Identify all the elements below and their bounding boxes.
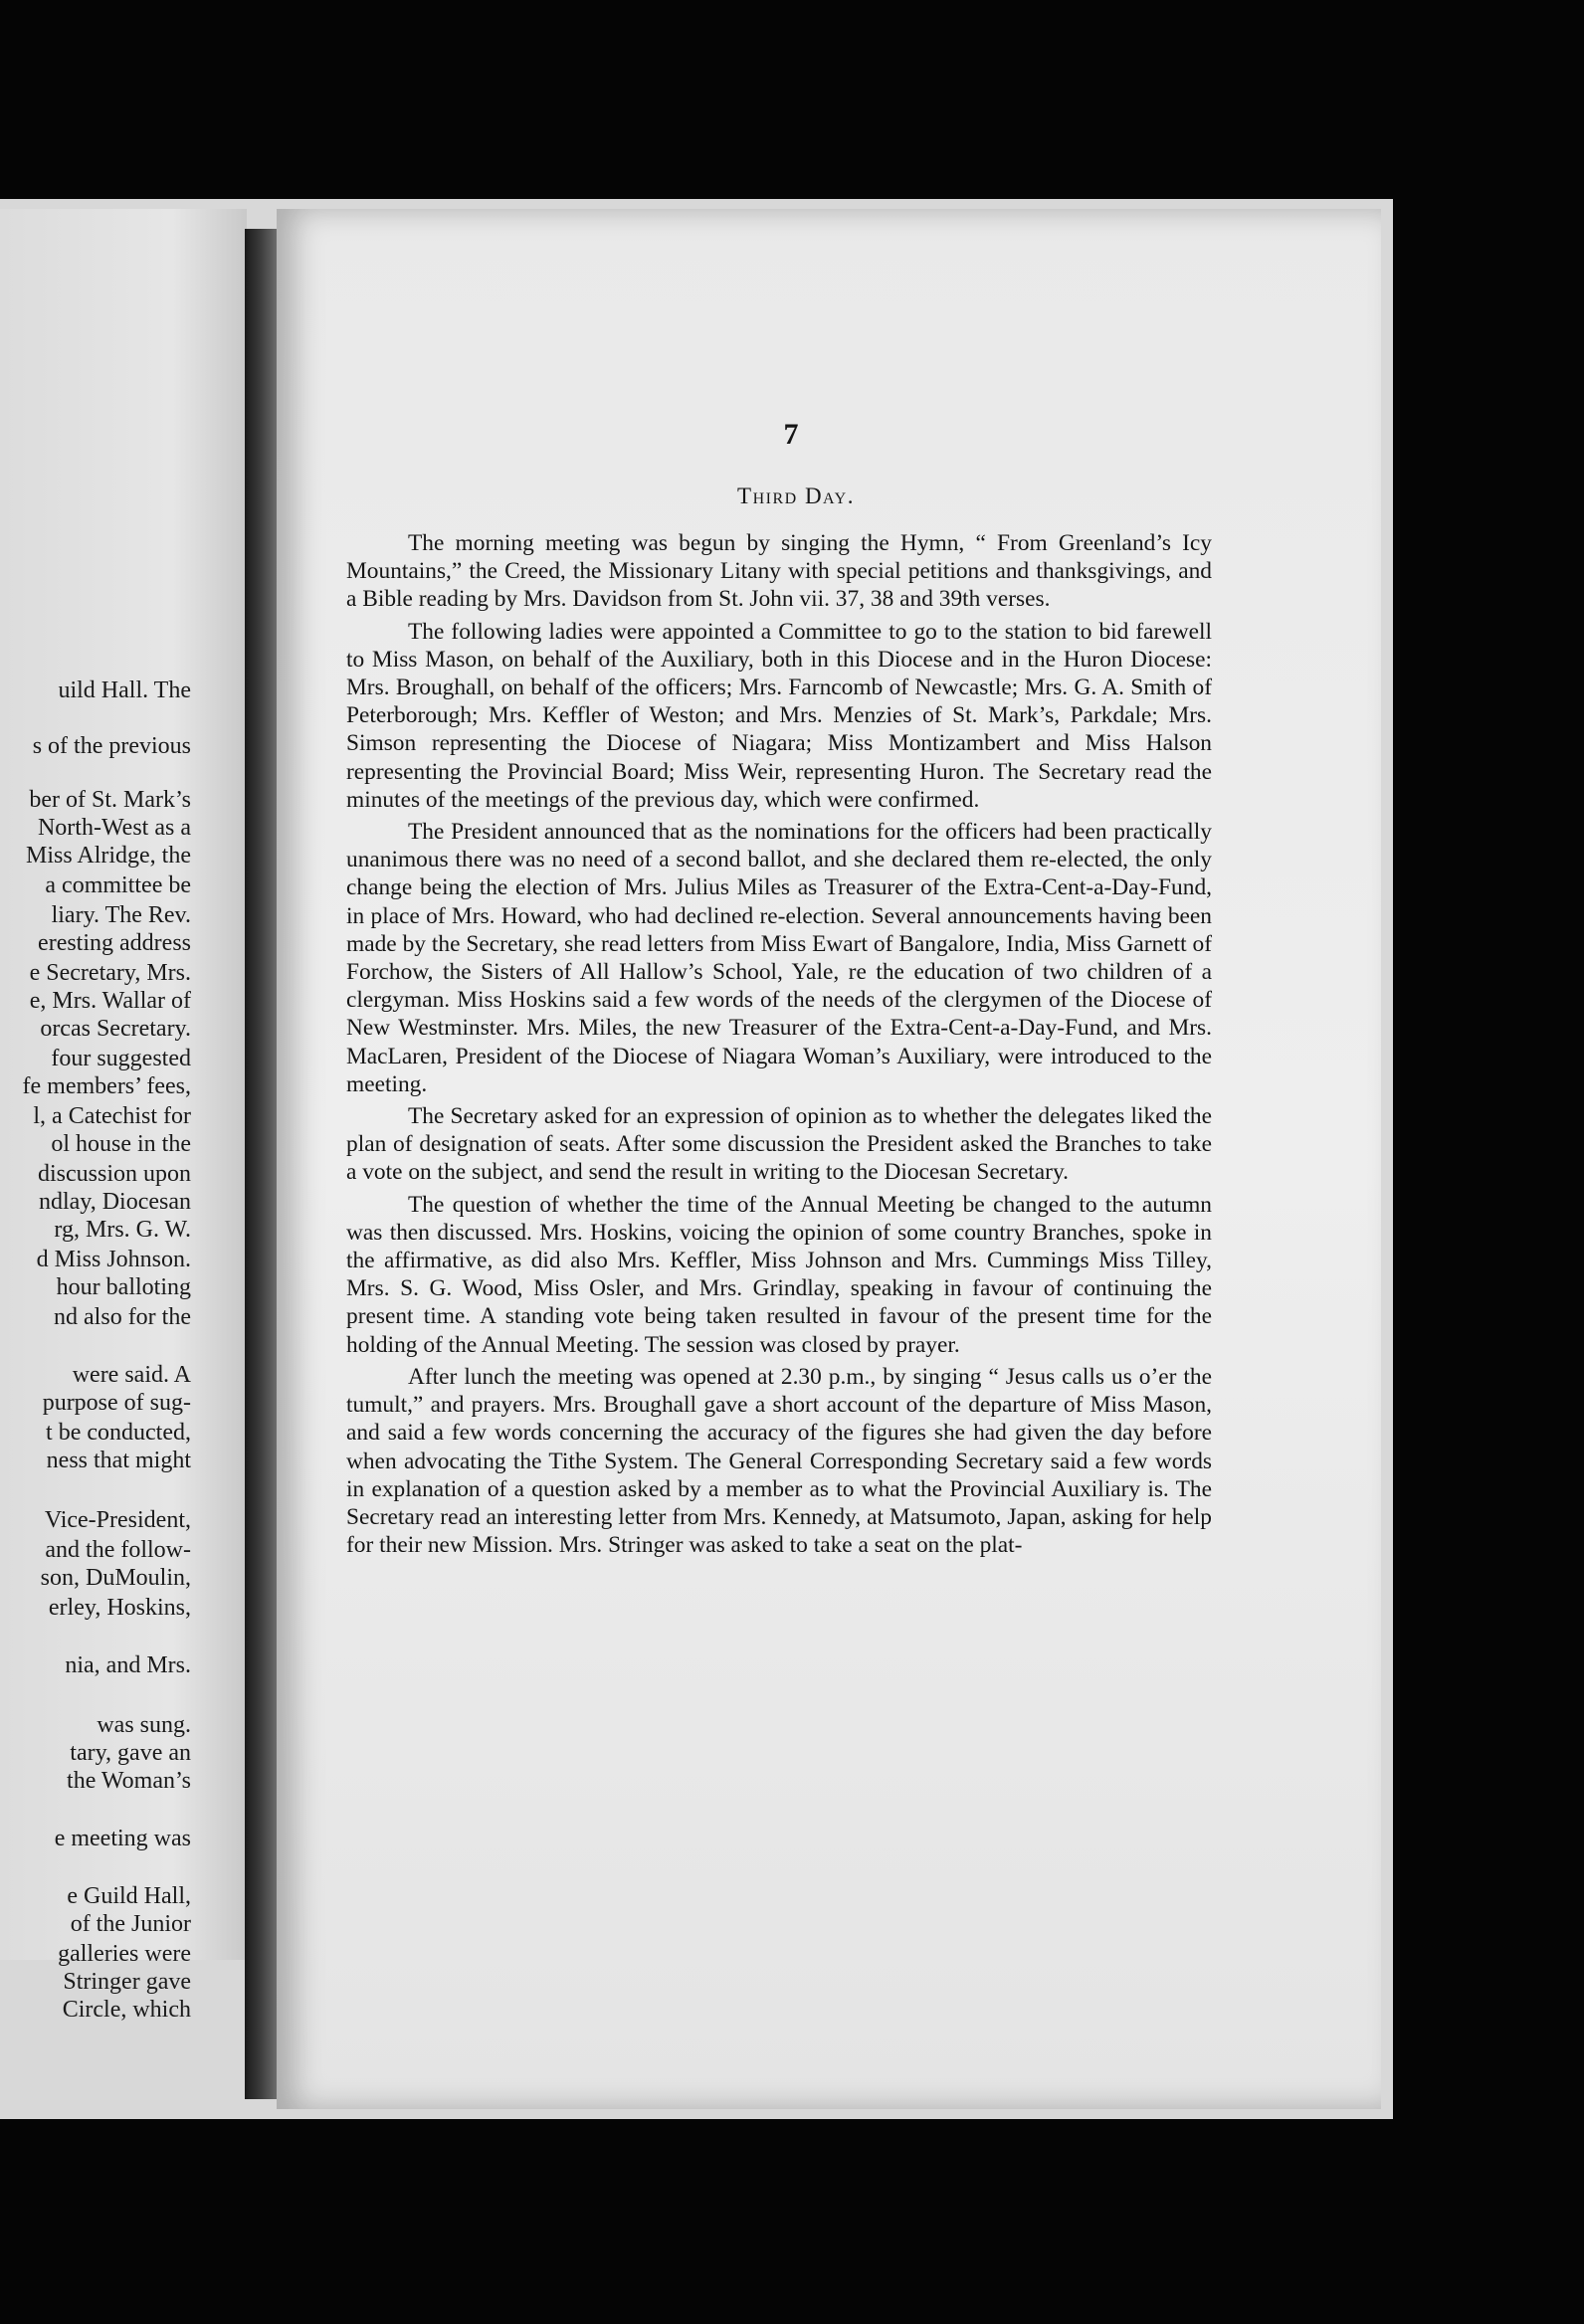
left-page-line: e meeting was <box>54 1826 191 1851</box>
left-page-line: erley, Hoskins, <box>48 1595 191 1621</box>
left-page-line: of the Junior <box>70 1911 191 1937</box>
left-page-line: d Miss Johnson. <box>36 1247 191 1272</box>
left-page-line: rg, Mrs. G. W. <box>54 1217 191 1243</box>
left-page-line: uild Hall. The <box>58 678 191 703</box>
left-page-line: Miss Alridge, the <box>26 843 191 869</box>
left-page-line: Circle, which <box>62 1997 191 2023</box>
left-page-line: orcas Secretary. <box>40 1016 191 1042</box>
paragraph: The question of whether the time of the Annual Meeting be changed to the autumn was then discussed. Mrs. Hoskins, voicing the opinion of some country Branches, spoke in the affirmative, as did also Mrs. Keffler, Miss Johnson and Mrs. Cummings Miss Tilley, Mrs. S. G. Wood, Miss Osler, and Mrs. Grindlay, speaking in favour of continuing the present time. A standing vote being taken resulted in favour of the present time for the holding of the Annual Meeting. The session was closed by prayer. <box>346 1191 1212 1358</box>
left-page-line: purpose of sug- <box>42 1390 191 1416</box>
left-page-line: a committee be <box>45 872 191 898</box>
left-page-line: were said. A <box>72 1362 191 1388</box>
left-page-line: was sung. <box>97 1712 191 1738</box>
left-page-line: s of the previous <box>32 733 191 759</box>
left-page-line: e Secretary, Mrs. <box>29 960 191 986</box>
paragraph: The Secretary asked for an expression of opinion as to whether the delegates liked the plan of designation of seats. After some discussion the President asked the Branches to take a vote on the subject, and send the result in writing to the Diocesan Secretary. <box>346 1103 1212 1186</box>
left-page-line: ol house in the <box>51 1131 191 1157</box>
left-page-line: discussion upon <box>37 1161 191 1187</box>
left-page-line: e Guild Hall, <box>67 1883 191 1909</box>
body-text <box>346 529 1212 1563</box>
paragraph: The President announced that as the nominations for the officers had been practically unanimous there was no need of a second ballot, and she declared them re-elected, the only change being the election of Mrs. Julius Miles as Treasurer of the Extra-Cent-a-Day-Fund, in place of Mrs. Howard, who had declined re-election. Several announcements having been made by the Secretary, she read letters from Miss Ewart of Bangalore, India, Miss Garnett of Forchow, the Sisters of All Hallow’s School, Yale, re the education of two children of a clergyman. Miss Hoskins said a few words of the needs of the clergymen of the Diocese of New Westminster. Mrs. Miles, the new Treasurer of the Extra-Cent-a-Day-Fund, and Mrs. MacLaren, President of the Diocese of Niagara Woman’s Auxiliary, were introduced to the meeting. <box>346 819 1212 1097</box>
left-page-line: nia, and Mrs. <box>65 1652 191 1678</box>
left-page-line: e, Mrs. Wallar of <box>29 988 191 1014</box>
paragraph: The following ladies were appointed a Committee to go to the station to bid farewell to Miss Mason, on behalf of the Auxiliary, both in this Diocese and in the Huron Diocese: Mrs. Broughall, on behalf of the officers; Mrs. Farncomb of Newcastle; Mrs. G. A. Smith of Peterborough; Mrs. Keffler of Weston; and Mrs. Menzies of St. Mark’s, Parkdale; Mrs. Simson representing the Diocese of Niagara; Miss Montizambert and Miss Halson representing the Provincial Board; Miss Weir, representing Huron. The Secretary read the minutes of the meetings of the previous day, which were confirmed. <box>346 618 1212 813</box>
left-page <box>0 209 247 2023</box>
left-page-line: ness that might <box>46 1448 191 1473</box>
left-page-line: eresting address <box>38 930 191 956</box>
paragraph: After lunch the meeting was opened at 2.30 p.m., by singing “ Jesus calls us o’er the tumult,” and prayers. Mrs. Broughall gave a short account of the departure of Miss Mason, and said a few words concerning the accuracy of the figures she had given the day before when advocating the Tithe System. The General Corresponding Secretary said a few words in explanation of a question asked by a member as to what the Provincial Auxiliary is. The Secretary read an interesting letter from Mrs. Kennedy, at Matsumoto, Japan, asking for help for their new Mission. Mrs. Stringer was asked to take a seat on the plat- <box>346 1363 1212 1559</box>
left-page-line: tary, gave an <box>70 1740 191 1766</box>
left-page-line: the Woman’s <box>67 1768 191 1794</box>
left-page-line: l, a Catechist for <box>33 1103 191 1129</box>
left-page-line: nd also for the <box>54 1304 191 1330</box>
left-page-line: t be conducted, <box>46 1420 191 1446</box>
left-page-line: son, DuMoulin, <box>40 1565 191 1591</box>
left-page-line: North-West as a <box>37 815 191 841</box>
left-page-line: Vice-President, <box>44 1507 191 1533</box>
section-heading: Third Day. <box>737 484 855 508</box>
left-page-line: liary. The Rev. <box>51 902 191 928</box>
left-page-line: fe members’ fees, <box>22 1073 191 1099</box>
left-page-line: ndlay, Diocesan <box>38 1189 191 1215</box>
left-page-line: hour balloting <box>56 1274 191 1300</box>
paragraph: The morning meeting was begun by singing the Hymn, “ From Greenland’s Icy Mountains,” the Creed, the Missionary Litany with special petitions and thanksgivings, and a Bible reading by Mrs. Davidson from St. John vii. 37, 38 and 39th verses. <box>346 530 1212 613</box>
left-page-line: and the follow- <box>45 1537 191 1563</box>
left-page-line: Stringer gave <box>63 1969 191 1995</box>
left-page-line: ber of St. Mark’s <box>29 787 191 813</box>
left-page-line: four suggested <box>51 1046 191 1071</box>
page-number: 7 <box>783 418 799 451</box>
left-page-line: galleries were <box>58 1941 191 1967</box>
